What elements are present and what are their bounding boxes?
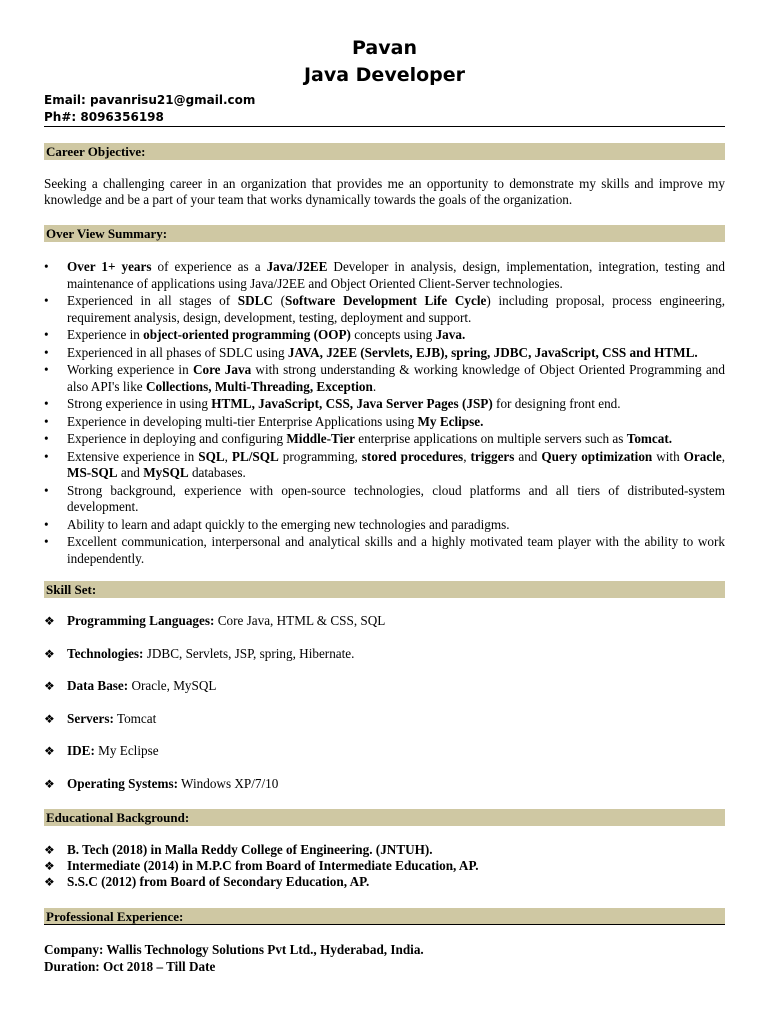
- overview-item: • Extensive experience in SQL, PL/SQL programming, stored procedures, triggers and Query optimization with Oracle, MS-SQL and MySQL databases.: [44, 448, 726, 480]
- skill-value: Oracle, MySQL: [128, 678, 217, 694]
- overview-item: • Strong background, experience with open-source technologies, cloud platforms and all tiers of distributed-system development.: [44, 482, 725, 514]
- overview-item: • Experienced in all stages of SDLC (Software Development Life Cycle) including proposal, process engineering, requirement analysis, design, development, testing, deployment and support.: [44, 293, 725, 325]
- education-item: ❖ B. Tech (2018) in Malla Reddy College of Engineering. (JNTUH).: [44, 842, 433, 857]
- bullet-icon: •: [44, 344, 49, 360]
- skill-value: Tomcat: [113, 710, 157, 726]
- skill-value: Windows XP/7/10: [178, 776, 279, 791]
- section-education: Educational Background:: [44, 809, 725, 826]
- bullet-icon: •: [44, 448, 49, 464]
- skill-label: Technologies:: [67, 645, 144, 661]
- section-overview: Over View Summary:: [44, 225, 725, 242]
- overview-item: • Experience in deploying and configuring Middle-Tier enterprise applications on multiple servers such as Tomcat.: [44, 431, 673, 446]
- skill-label: IDE:: [67, 743, 95, 759]
- duration-line: Duration: Oct 2018 – Till Date: [44, 959, 216, 974]
- skill-value: Core Java, HTML & CSS, SQL: [214, 613, 386, 628]
- diamond-bullet-icon: ❖: [44, 744, 55, 759]
- skill-value: My Eclipse: [94, 743, 159, 759]
- education-item: ❖ Intermediate (2014) in M.P.C from Board of Intermediate Education, AP.: [44, 858, 479, 873]
- overview-item: • Experienced in all phases of SDLC using JAVA, J2EE (Servlets, EJB), spring, JDBC, JavaScript, CSS and HTML.: [44, 344, 698, 360]
- skill-label: Programming Languages:: [67, 613, 215, 628]
- overview-item: • Working experience in Core Java with strong understanding & working knowledge of Object Oriented Programming and also API's like Collections, Multi-Threading, Exception.: [44, 362, 725, 394]
- education-list: [44, 842, 725, 890]
- bullet-icon: •: [44, 362, 49, 377]
- company-line: Company: Wallis Technology Solutions Pvt Ltd., Hyderabad, India.: [44, 942, 424, 957]
- overview-item: • Over 1+ years of experience as a Java/J2EE Developer in analysis, design, implementation, integration, testing and maintenance of applications using Java/J2EE and Object Oriented Client-Server technologies.: [44, 259, 725, 291]
- overview-item: • Experience in object-oriented programming (OOP) concepts using Java.: [44, 327, 466, 342]
- diamond-bullet-icon: ❖: [44, 777, 55, 791]
- diamond-bullet-icon: ❖: [44, 875, 55, 889]
- candidate-name: Pavan: [352, 37, 417, 59]
- diamond-bullet-icon: ❖: [44, 711, 55, 726]
- overview-list: [44, 259, 725, 568]
- skill-label: Operating Systems:: [67, 776, 178, 791]
- overview-item: • Ability to learn and adapt quickly to the emerging new technologies and paradigms.: [44, 516, 510, 532]
- header-divider: [44, 126, 725, 127]
- bullet-icon: •: [44, 396, 49, 411]
- phone-line: Ph#: 8096356198: [44, 110, 164, 124]
- skill-value: JDBC, Servlets, JSP, spring, Hibernate.: [143, 645, 355, 661]
- diamond-bullet-icon: ❖: [44, 646, 55, 661]
- overview-item: • Excellent communication, interpersonal and analytical skills and a highly motivated team player with the ability to work independently.: [44, 534, 725, 566]
- bullet-icon: •: [44, 431, 49, 446]
- bullet-icon: •: [44, 293, 49, 308]
- skill-label: Data Base:: [67, 678, 129, 694]
- section-career-objective: Career Objective:: [44, 143, 725, 160]
- bullet-icon: •: [44, 516, 49, 532]
- skill-label: Servers:: [67, 710, 114, 726]
- bullet-icon: •: [44, 413, 49, 429]
- diamond-bullet-icon: ❖: [44, 614, 55, 628]
- diamond-bullet-icon: ❖: [44, 679, 55, 694]
- section-skill-set: Skill Set:: [44, 581, 725, 598]
- diamond-bullet-icon: ❖: [44, 843, 55, 857]
- overview-item: • Strong experience in using HTML, JavaScript, CSS, Java Server Pages (JSP) for designing front end.: [44, 396, 621, 411]
- bullet-icon: •: [44, 482, 49, 498]
- bullet-icon: •: [44, 534, 49, 549]
- education-item: ❖ S.S.C (2012) from Board of Secondary Education, AP.: [44, 874, 370, 889]
- bullet-icon: •: [44, 327, 49, 342]
- diamond-bullet-icon: ❖: [44, 859, 55, 873]
- email-line: Email: pavanrisu21@gmail.com: [44, 93, 256, 107]
- job-title: Java Developer: [303, 64, 466, 86]
- career-objective-text: Seeking a challenging career in an organization that provides me an opportunity to demonstrate my skills and improve my knowledge and be a part of your team that works dynamically towards the goals of the organization.: [44, 176, 725, 207]
- bullet-icon: •: [44, 259, 49, 274]
- overview-item: • Experience in developing multi-tier Enterprise Applications using My Eclipse.: [44, 413, 484, 429]
- section-experience: Professional Experience:: [44, 908, 725, 925]
